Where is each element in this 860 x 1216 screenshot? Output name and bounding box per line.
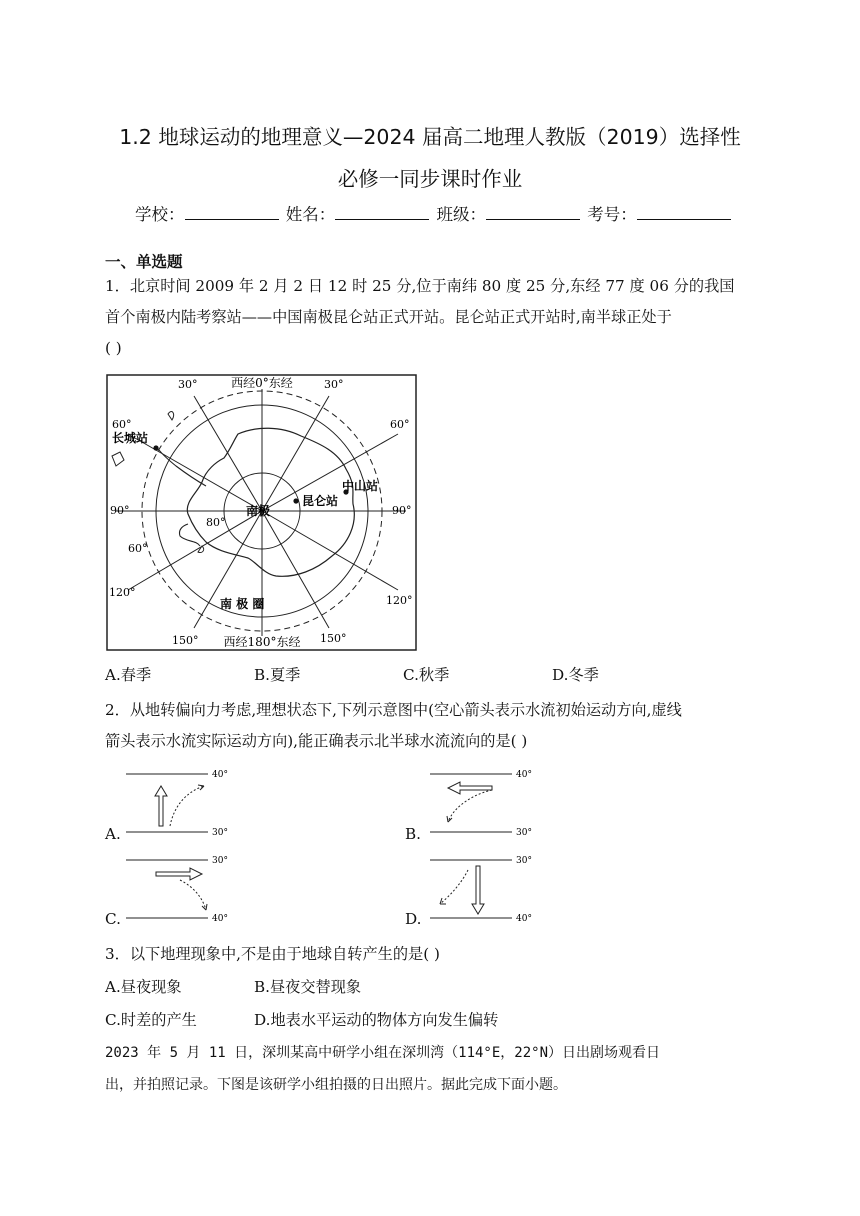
- doc-title-line2: 必修一同步课时作业: [337, 167, 523, 191]
- map-label-60w-b: 60°: [128, 542, 148, 555]
- q2-option-a-label[interactable]: A.: [105, 825, 121, 843]
- q3-option-a[interactable]: A.昼夜现象: [105, 978, 182, 996]
- q2-option-d-label[interactable]: D.: [405, 910, 422, 928]
- q2-a-top-lat: 40°: [212, 770, 228, 780]
- map-label-changcheng: 长城站: [112, 431, 149, 445]
- q1-option-d[interactable]: D.冬季: [552, 666, 599, 684]
- q2-diagram-a: [120, 766, 240, 838]
- q1-option-a[interactable]: A.春季: [105, 666, 152, 684]
- q1-line2: 首个南极内陆考察站——中国南极昆仑站正式开站。昆仑站正式开站时,南半球正处于: [105, 308, 672, 326]
- q2-b-bottom-lat: 30°: [516, 828, 532, 838]
- passage-line2: 出，并拍照记录。下图是该研学小组拍摄的日出照片。据此完成下面小题。: [105, 1077, 567, 1093]
- q1-option-b[interactable]: B.夏季: [254, 666, 301, 684]
- q2-diagram-d: [424, 852, 544, 924]
- q2-option-c-label[interactable]: C.: [105, 910, 121, 928]
- map-label-pole: 南极: [246, 504, 271, 518]
- q1-line3: ( ): [105, 339, 122, 357]
- q1-option-c[interactable]: C.秋季: [403, 666, 450, 684]
- passage-line1: 2023 年 5 月 11 日，深圳某高中研学小组在深圳湾（114°E，22°N）日出剧场观看日: [105, 1045, 661, 1061]
- map-top-label: 西经0°东经: [231, 376, 293, 390]
- q2-diagram-c: [120, 852, 240, 924]
- q3-option-d[interactable]: D.地表水平运动的物体方向发生偏转: [254, 1011, 499, 1029]
- q2-line2: 箭头表示水流实际运动方向),能正确表示北半球水流流向的是( ): [105, 732, 528, 750]
- exam-no-blank[interactable]: [637, 205, 731, 220]
- kunlun-station-dot: [293, 498, 298, 503]
- q2-d-top-lat: 30°: [516, 856, 532, 866]
- passage: [105, 1037, 755, 1101]
- map-label-60w: 60°: [112, 418, 132, 431]
- q2-diagram-b: [424, 766, 544, 838]
- map-bottom-label: 西经180°东经: [223, 635, 301, 649]
- q2-c-bottom-lat: 40°: [212, 914, 228, 924]
- map-label-30w: 30°: [178, 378, 198, 391]
- name-label: 姓名：: [285, 205, 336, 224]
- map-label-150w: 150°: [172, 634, 199, 647]
- class-blank[interactable]: [486, 205, 580, 220]
- q2-c-top-lat: 30°: [212, 856, 228, 866]
- section-heading: 一、单选题: [105, 253, 183, 271]
- map-label-90e: 90°: [392, 504, 412, 517]
- map-label-150e: 150°: [320, 632, 347, 645]
- student-info: [135, 201, 733, 225]
- exam-no-label: 考号：: [587, 205, 637, 224]
- q3-stem: 3．以下地理现象中,不是由于地球自转产生的是( ): [105, 945, 440, 963]
- name-blank[interactable]: [335, 205, 429, 220]
- map-label-120w: 120°: [109, 586, 136, 599]
- map-label-30e: 30°: [324, 378, 344, 391]
- class-label: 班级：: [436, 205, 486, 224]
- question-1: [105, 271, 755, 364]
- map-label-120e: 120°: [386, 594, 413, 607]
- question-2: [105, 695, 755, 757]
- map-label-90w: 90°: [110, 504, 130, 517]
- map-label-60e: 60°: [390, 418, 410, 431]
- changcheng-station-dot: [153, 445, 158, 450]
- q3-option-c[interactable]: C.时差的产生: [105, 1011, 197, 1029]
- school-blank[interactable]: [185, 205, 279, 220]
- q2-a-bottom-lat: 30°: [212, 828, 228, 838]
- school-label: 学校：: [135, 205, 185, 224]
- q1-line1: 1．北京时间 2009 年 2 月 2 日 12 时 25 分,位于南纬 80 度 25 分,东经 77 度 06 分的我国: [105, 277, 735, 295]
- doc-title-line1: 1.2 地球运动的地理意义—2024 届高二地理人教版（2019）选择性: [119, 125, 741, 149]
- q2-line1: 2．从地转偏向力考虑,理想状态下,下列示意图中(空心箭头表示水流初始运动方向,虚线: [105, 701, 682, 719]
- map-label-circle: 南 极 圈: [220, 597, 265, 611]
- q2-b-top-lat: 40°: [516, 770, 532, 780]
- q2-d-bottom-lat: 40°: [516, 914, 532, 924]
- map-label-zhongshan: 中山站: [342, 479, 379, 493]
- map-label-80: 80°: [206, 516, 226, 529]
- map-label-kunlun: 昆仑站: [302, 494, 339, 508]
- q3-option-b[interactable]: B.昼夜交替现象: [254, 978, 362, 996]
- antarctica-map: [106, 374, 418, 652]
- q2-option-b-label[interactable]: B.: [405, 825, 421, 843]
